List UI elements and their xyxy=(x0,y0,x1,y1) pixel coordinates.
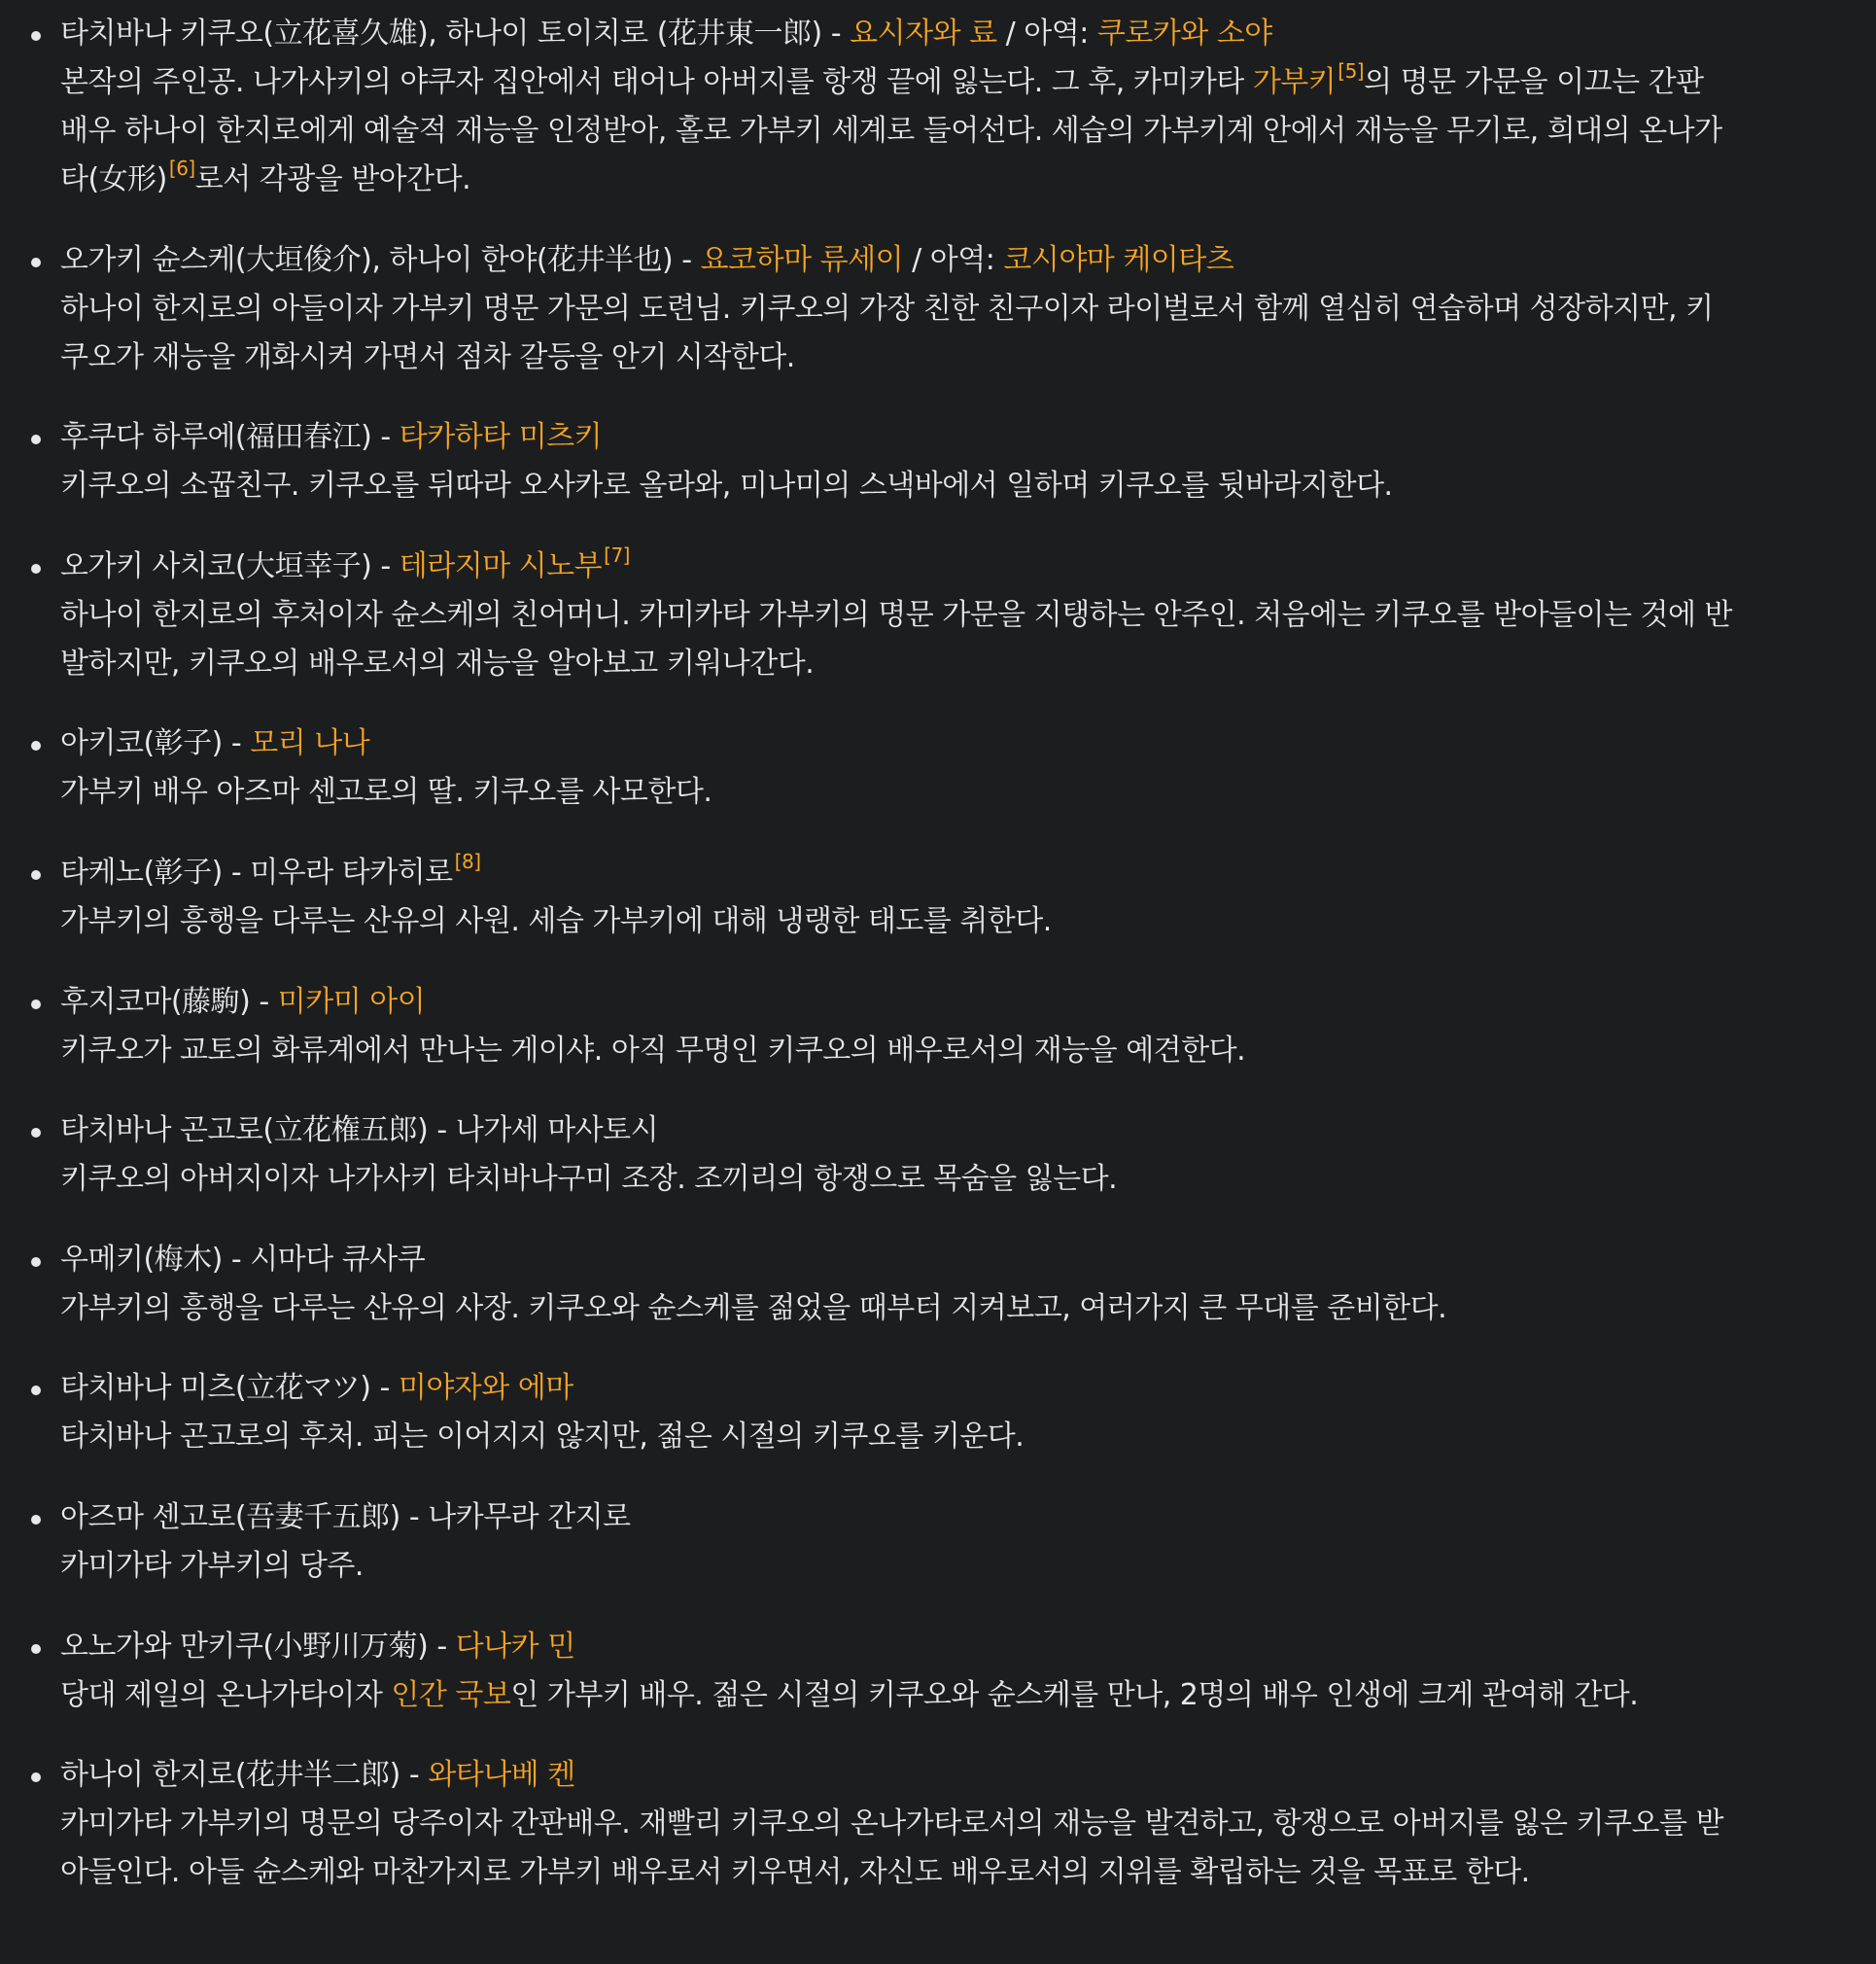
cast-heading xyxy=(60,1493,1837,1542)
list-item xyxy=(60,1364,1837,1461)
description-line xyxy=(60,1800,1837,1848)
bullet-icon xyxy=(31,564,41,574)
child-actor-link[interactable]: 쿠로카와 소야 xyxy=(1096,17,1272,51)
description-line xyxy=(60,333,1837,382)
description-line xyxy=(60,58,1837,107)
cast-heading xyxy=(60,1364,1837,1413)
description-text: 키쿠오의 아버지이자 나가사키 타치바나구미 조장. 조끼리의 항쟁으로 목숨을 잃는다. xyxy=(60,1162,1118,1197)
child-actor-prefix: / 아역: xyxy=(903,242,1004,277)
description-line xyxy=(60,1027,1837,1075)
cast-heading xyxy=(60,413,1837,462)
cast-heading xyxy=(60,1623,1837,1671)
description-line xyxy=(60,1413,1837,1461)
list-item xyxy=(60,1236,1837,1333)
actor-link[interactable]: 모리 나나 xyxy=(250,726,370,761)
description-text: 키쿠오가 교토의 화류계에서 만나는 게이샤. 아직 무명인 키쿠오의 배우로서의 재능을 예견한다. xyxy=(60,1033,1246,1068)
description-text: 로서 각광을 받아간다. xyxy=(194,162,471,196)
cast-heading xyxy=(60,1106,1837,1155)
bullet-icon xyxy=(31,741,41,751)
child-actor-prefix: / 아역: xyxy=(996,17,1097,51)
list-item xyxy=(60,1751,1837,1897)
description-text: 키쿠오의 소꿉친구. 키쿠오를 뒤따라 오사카로 올라와, 미나미의 스낵바에서 일하며 키쿠오를 뒷바라지한다. xyxy=(60,469,1393,504)
description-text: 가부키의 흥행을 다루는 산유의 사원. 세습 가부키에 대해 냉랭한 태도를 취한다. xyxy=(60,903,1052,938)
list-item xyxy=(60,1623,1837,1720)
character-name: 타케노(彰子) xyxy=(60,855,223,890)
character-name: 타치바나 키쿠오(立花喜久雄), 하나이 토이치로 (花井東一郎) xyxy=(60,17,822,51)
inline-link[interactable]: 인간 국보 xyxy=(391,1677,511,1712)
description-line xyxy=(60,897,1837,946)
description-text: 쿠오가 재능을 개화시켜 가면서 점차 갈등을 안기 시작한다. xyxy=(60,339,795,374)
character-name: 타치바나 곤고로(立花権五郎) xyxy=(60,1113,429,1148)
cast-heading xyxy=(60,1236,1837,1284)
actor-name: 미우라 타카히로 xyxy=(250,855,453,890)
actor-link[interactable]: 요코하마 류세이 xyxy=(700,242,904,277)
character-name: 하나이 한지로(花井半二郎) xyxy=(60,1758,400,1793)
actor-name: 나가세 마사토시 xyxy=(455,1113,659,1148)
actor-link[interactable]: 미야자와 에마 xyxy=(398,1371,573,1406)
description-text: 하나이 한지로의 후처이자 슌스케의 친어머니. 카미카타 가부키의 명문 가문을 지탱하는 안주인. 처음에는 키쿠오를 받아들이는 것에 반 xyxy=(60,597,1733,632)
bullet-icon xyxy=(31,1515,41,1525)
separator: - xyxy=(400,1499,429,1534)
child-actor-link[interactable]: 코시야마 케이타츠 xyxy=(1003,242,1234,277)
description-line xyxy=(60,156,1837,204)
list-item xyxy=(60,719,1837,817)
separator: - xyxy=(428,1629,456,1664)
description-line xyxy=(60,107,1837,156)
actor-link[interactable]: 타카하타 미츠키 xyxy=(399,420,603,455)
separator: - xyxy=(821,17,851,51)
actor-name: 시마다 큐사쿠 xyxy=(250,1242,426,1277)
character-name: 아즈마 센고로(吾妻千五郎) xyxy=(60,1499,400,1534)
footnote-link[interactable]: [7] xyxy=(604,543,630,567)
separator: - xyxy=(673,242,701,277)
cast-heading xyxy=(60,719,1837,768)
description-line xyxy=(60,1155,1837,1204)
list-item xyxy=(60,1106,1837,1204)
description-text: 당대 제일의 온나가타이자 xyxy=(60,1677,392,1712)
description-text: 하나이 한지로의 아들이자 가부키 명문 가문의 도련님. 키쿠오의 가장 친한 친구이자 라이벌로서 함께 열심히 연습하며 성장하지만, 키 xyxy=(60,291,1714,326)
description-text: 인 가부키 배우. 젊은 시절의 키쿠오와 슌스케를 만나, 2명의 배우 인생에 크게 관여해 간다. xyxy=(510,1677,1639,1712)
description-text: 아들인다. 아들 슌스케와 마찬가지로 가부키 배우로서 키우면서, 자신도 배우로서의 지위를 확립하는 것을 목표로 한다. xyxy=(60,1855,1530,1890)
bullet-icon xyxy=(31,258,41,267)
separator: - xyxy=(222,855,251,890)
cast-heading xyxy=(60,236,1837,285)
description-line xyxy=(60,1284,1837,1333)
character-name: 오가키 슌스케(大垣俊介), 하나이 한야(花井半也) xyxy=(60,242,674,277)
list-item xyxy=(60,543,1837,688)
description-text: 발하지만, 키쿠오의 배우로서의 재능을 알아보고 키워나간다. xyxy=(60,646,815,681)
description-text: 의 명문 가문을 이끄는 간판 xyxy=(1364,65,1704,99)
cast-heading xyxy=(60,10,1837,58)
character-name: 오가키 사치코(大垣幸子) xyxy=(60,548,372,583)
bullet-icon xyxy=(31,1772,41,1782)
footnote-link[interactable]: [5] xyxy=(1338,59,1365,83)
actor-name: 나카무라 간지로 xyxy=(428,1499,631,1534)
footnote-link[interactable]: [8] xyxy=(454,849,481,873)
description-line xyxy=(60,1671,1837,1720)
description-text: 가부키의 흥행을 다루는 산유의 사장. 키쿠오와 슌스케를 젊었을 때부터 지켜보고, 여러가지 큰 무대를 준비한다. xyxy=(60,1290,1447,1325)
character-name: 후지코마(藤駒) xyxy=(60,984,251,1019)
character-name: 우메키(梅木) xyxy=(60,1242,223,1277)
separator: - xyxy=(428,1113,456,1148)
character-name: 후쿠다 하루에(福田春江) xyxy=(60,420,372,455)
description-text: 가부키 배우 아즈마 센고로의 딸. 키쿠오를 사모한다. xyxy=(60,775,712,810)
bullet-icon xyxy=(31,1644,41,1654)
description-text: 타(女形) xyxy=(60,162,167,196)
footnote-link[interactable]: [6] xyxy=(168,157,195,180)
list-item xyxy=(60,978,1837,1075)
separator: - xyxy=(222,726,251,761)
bullet-icon xyxy=(31,1257,41,1267)
bullet-icon xyxy=(31,1128,41,1138)
description-line xyxy=(60,462,1837,510)
cast-heading xyxy=(60,978,1837,1027)
separator: - xyxy=(222,1242,251,1277)
list-item xyxy=(60,10,1837,204)
separator: - xyxy=(400,1758,429,1793)
description-text: 카미가타 가부키의 당주. xyxy=(60,1548,364,1583)
list-item xyxy=(60,849,1837,946)
list-item xyxy=(60,1493,1837,1591)
bullet-icon xyxy=(31,1385,41,1395)
actor-link[interactable]: 와타나베 켄 xyxy=(428,1758,575,1793)
character-name: 오노가와 만키쿠(小野川万菊) xyxy=(60,1629,429,1664)
bullet-icon xyxy=(31,870,41,880)
description-text: 카미가타 가부키의 명문의 당주이자 간판배우. 재빨리 키쿠오의 온나가타로서의 재능을 발견하고, 항쟁으로 아버지를 잃은 키쿠오를 받 xyxy=(60,1806,1723,1841)
separator: - xyxy=(250,984,278,1019)
character-name: 아키코(彰子) xyxy=(60,726,223,761)
list-item xyxy=(60,413,1837,510)
description-line xyxy=(60,591,1837,640)
description-line xyxy=(60,1848,1837,1897)
bullet-icon xyxy=(31,435,41,444)
list-item xyxy=(60,236,1837,382)
inline-link[interactable]: 가부키 xyxy=(1252,65,1337,99)
description-text: 타치바나 곤고로의 후처. 피는 이어지지 않지만, 젊은 시절의 키쿠오를 키운다. xyxy=(60,1420,1025,1455)
actor-link[interactable]: 미카미 아이 xyxy=(277,984,426,1019)
separator: - xyxy=(371,548,400,583)
cast-heading xyxy=(60,849,1837,897)
bullet-icon xyxy=(31,1000,41,1009)
description-line xyxy=(60,768,1837,817)
bullet-icon xyxy=(31,31,41,41)
actor-link[interactable]: 다나카 민 xyxy=(455,1629,575,1664)
description-line xyxy=(60,640,1837,688)
actor-link[interactable]: 테라지마 시노부 xyxy=(399,548,603,583)
description-line xyxy=(60,285,1837,333)
cast-heading xyxy=(60,543,1837,591)
actor-link[interactable]: 요시자와 료 xyxy=(850,17,997,51)
description-text: 본작의 주인공. 나가사키의 야쿠자 집안에서 태어나 아버지를 항쟁 끝에 잃는다. 그 후, 카미카타 xyxy=(60,65,1253,99)
description-line xyxy=(60,1542,1837,1591)
separator: - xyxy=(371,420,400,455)
separator: - xyxy=(370,1371,399,1406)
description-text: 배우 하나이 한지로에게 예술적 재능을 인정받아, 홀로 가부키 세계로 들어선다. 세습의 가부키계 안에서 재능을 무기로, 희대의 온나가 xyxy=(60,114,1722,148)
character-name: 타치바나 미츠(立花マツ) xyxy=(60,1371,371,1406)
cast-heading xyxy=(60,1751,1837,1800)
